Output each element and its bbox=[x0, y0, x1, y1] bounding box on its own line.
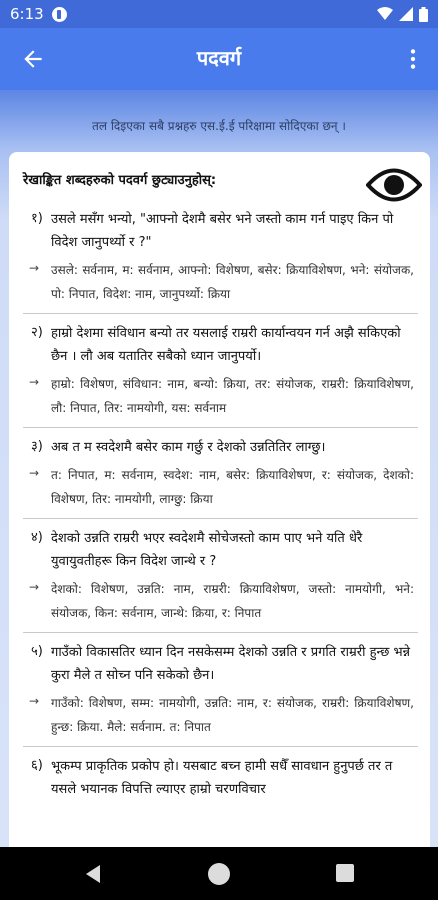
question-text: देशको उन्नति राम्ररी भएर स्वदेशमै सोचेजस्तो काम पाए भने यति धेरै युवायुवतीहरू किन विदेश जान्थे र ? bbox=[51, 531, 363, 569]
question-item bbox=[23, 519, 418, 633]
question-item bbox=[23, 747, 418, 808]
answer-text: हाम्रो: विशेषण, संविधान: नाम, बन्यो: क्रिया, तर: संयोजक, राम्ररी: क्रियाविशेषण, लौ: निपात, तिर: नामयोगी, यस: सर्वनाम bbox=[51, 377, 414, 415]
question-number: ४) bbox=[31, 530, 43, 545]
question-list bbox=[23, 208, 418, 808]
more-vert-icon[interactable] bbox=[400, 46, 426, 72]
arrow-left-icon[interactable] bbox=[20, 46, 46, 72]
nav-home-icon[interactable] bbox=[208, 863, 230, 885]
signal-icon bbox=[399, 7, 413, 21]
question-number: २) bbox=[31, 325, 43, 340]
content-area[interactable] bbox=[0, 90, 438, 847]
question-item bbox=[23, 428, 418, 519]
nav-back-icon[interactable] bbox=[82, 863, 104, 885]
answer-text: देशको: विशेषण, उन्नति: नाम, राम्ररी: क्रियाविशेषण, जस्तो: नामयोगी, भने: संयोजक, किन: सर्वनाम, जान्थे: क्रिया, र: निपात bbox=[51, 582, 414, 620]
question-number: १) bbox=[31, 211, 43, 226]
question-text: भूकम्प प्राकृतिक प्रकोप हो। यसबाट बच्न हामी सधैँ सावधान हुनुपर्छ तर त यसले भयानक विपत्ति ल्याएर हाम्रो चरणविचार bbox=[51, 759, 393, 797]
answer-arrow-icon: → bbox=[29, 466, 40, 480]
wifi-icon bbox=[377, 7, 393, 21]
question-number: ५) bbox=[31, 644, 43, 659]
app-notification-icon bbox=[52, 7, 67, 22]
answer-text: गाउँको: विशेषण, सम्म: नामयोगी, उन्नति: नाम, र: संयोजक, राम्ररी: क्रियाविशेषण, हुन्छ: क्रिया. मैले: सर्वनाम. त: निपात bbox=[51, 696, 414, 734]
question-card bbox=[9, 152, 430, 847]
answer-text: त: निपात, म: सर्वनाम, स्वदेश: नाम, बसेर: क्रियाविशेषण, र: संयोजक, देशको: विशेषण, तिर: नामयोगी, लाग्छु: क्रिया bbox=[51, 468, 414, 506]
nav-recents-icon[interactable] bbox=[336, 864, 354, 882]
answer-arrow-icon: → bbox=[29, 580, 40, 594]
question-item bbox=[23, 314, 418, 428]
eye-icon[interactable] bbox=[366, 162, 422, 208]
notice-text: तल दिइएका सबै प्रश्नहरु एस.ई.ई परिक्षामा सोदिएका छन् । bbox=[92, 119, 346, 133]
status-time: 6:13 bbox=[10, 5, 44, 23]
answer-arrow-icon: → bbox=[29, 261, 40, 275]
battery-icon bbox=[419, 7, 428, 22]
system-nav-bar bbox=[0, 847, 438, 900]
page-title: पदवर्ग bbox=[196, 46, 242, 70]
status-icons bbox=[377, 7, 428, 22]
question-text: हाम्रो देशमा संविधान बन्यो तर यसलाई राम्ररी कार्यान्वयन गर्न अझै सकिएको छैन । लौ अब यतातिर सबैको ध्यान जानुपर्यो। bbox=[51, 326, 401, 364]
answer-text: उसले: सर्वनाम, म: सर्वनाम, आफ्नो: विशेषण, बसेर: क्रियाविशेषण, भने: संयोजक, पो: निपात, विदेश: नाम, जानुपर्थ्यो: क्रिया bbox=[51, 263, 414, 301]
question-text: अब त म स्वदेशमै बसेर काम गर्छु र देशको उन्नतितिर लाग्छु। bbox=[51, 440, 326, 455]
question-number: ६) bbox=[31, 758, 43, 773]
question-text: उसले मसँग भन्यो, "आफ्नो देशमै बसेर भने जस्तो काम गर्न पाइए किन पो विदेश जानुपर्थ्यो र ?" bbox=[51, 212, 394, 250]
answer-arrow-icon: → bbox=[29, 694, 40, 708]
app-bar bbox=[0, 28, 438, 90]
status-bar bbox=[0, 0, 438, 28]
card-title: रेखाङ्कित शब्दहरुको पदवर्ग छुट्याउनुहोस्: bbox=[23, 173, 217, 188]
question-number: ३) bbox=[31, 439, 43, 454]
question-item bbox=[23, 633, 418, 747]
answer-arrow-icon: → bbox=[29, 375, 40, 389]
question-item bbox=[23, 208, 418, 314]
question-text: गाउँको विकासतिर ध्यान दिन नसकेसम्म देशको उन्नति र प्रगति राम्ररी हुन्छ भन्ने कुरा मैले त सोच्न पनि सकेको छैन। bbox=[51, 645, 411, 683]
